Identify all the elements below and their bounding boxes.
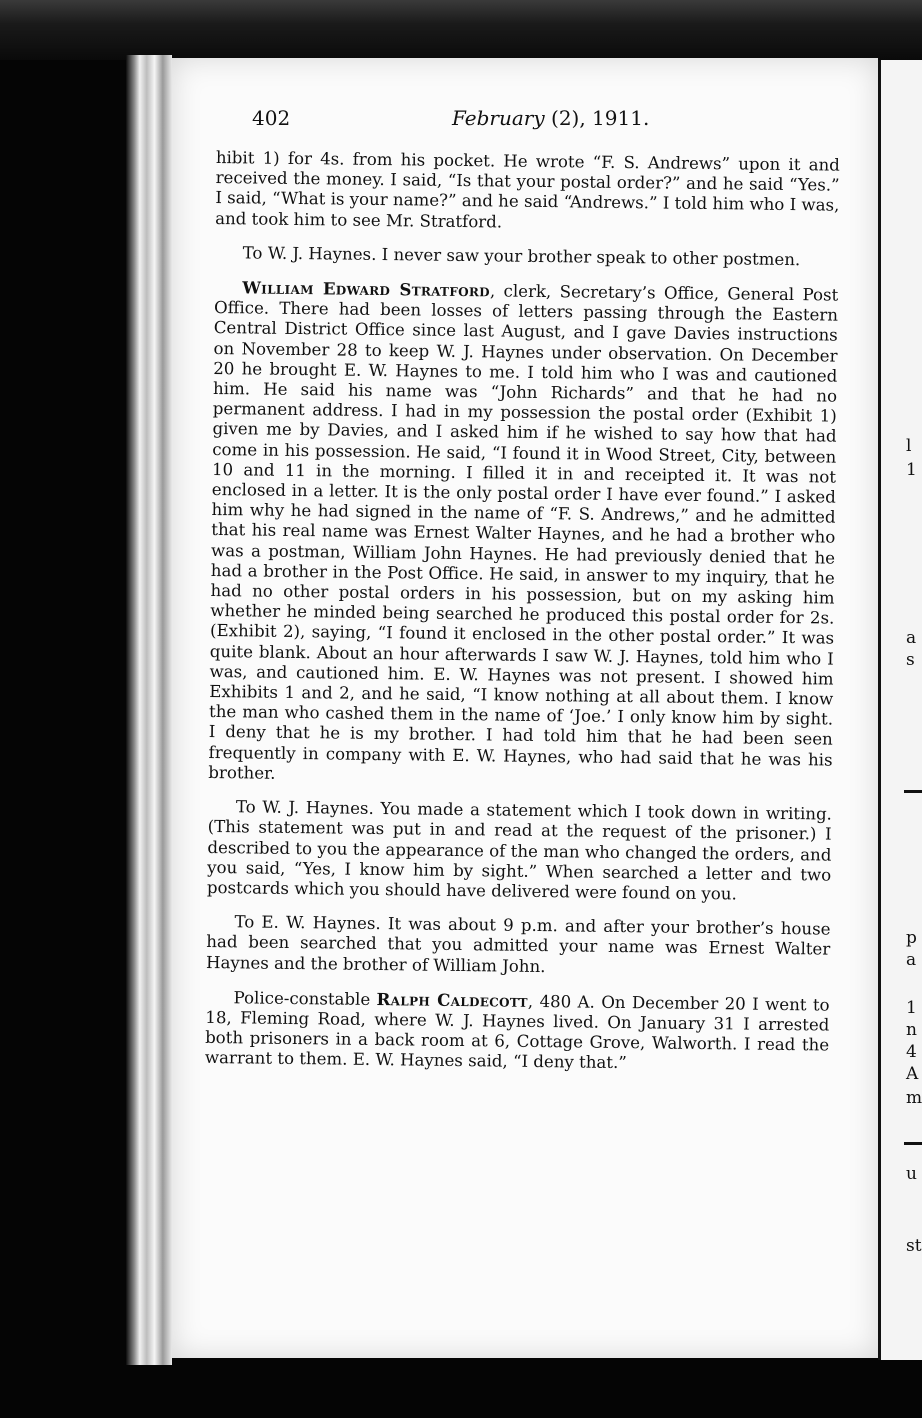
facing-page-fragment: 1 bbox=[906, 998, 917, 1018]
facing-page-rule bbox=[904, 790, 922, 793]
facing-page-fragment: a bbox=[906, 628, 917, 648]
scan-top-border bbox=[0, 0, 922, 60]
paragraph-text: To W. J. Haynes. I never saw your brother speak to other postmen. bbox=[242, 243, 801, 269]
facing-page-fragment: l bbox=[906, 436, 912, 456]
facing-page-fragment: st bbox=[906, 1236, 922, 1256]
facing-page-fragment: A bbox=[906, 1064, 919, 1084]
running-head-month: February bbox=[452, 106, 545, 130]
paragraph-text: , 480 A. On December 20 I went to 18, Fleming Road, where W. J. Haynes lived. On January 31 I arrested both prisoners in a back room at 6, Cottage Grove, Walworth. I read the warrant to them. E. W. Haynes said, “I deny that.” bbox=[204, 991, 830, 1073]
facing-page-fragment: p bbox=[906, 928, 917, 948]
facing-page-fragment: s bbox=[906, 650, 915, 670]
paragraph-witness-caldecott bbox=[205, 987, 830, 1076]
paragraph-text: To W. J. Haynes. You made a statement which I took down in writing. (This statement was put in and read at the request of the prisoner.) I described to you the appearance of the man who changed the orders, and you said, “Yes, I know him by sight.” When searched a letter and two postcards which you should have delivered were found on you. bbox=[206, 797, 833, 904]
paragraph bbox=[215, 148, 840, 236]
witness-title: Police-constable bbox=[233, 987, 377, 1009]
paragraph-witness-stratford bbox=[208, 277, 838, 791]
paragraph-text: To E. W. Haynes. It was about 9 p.m. and after your brother’s house had been searched that you admitted your name was Ernest Walter Haynes and the brother of William John. bbox=[205, 912, 831, 976]
paragraph-text: hibit 1) for 4s. from his pocket. He wrote “F. S. Andrews” upon it and received the money. I said, “Is that your postal order?” and he said “Yes.” I said, “What is your name?” and he said “Andrews.” I told him who I was, and took him to see Mr. Stratford. bbox=[215, 148, 840, 232]
facing-page-fragment: u bbox=[906, 1164, 917, 1184]
facing-page-fragment: n bbox=[906, 1020, 917, 1040]
paragraph bbox=[207, 797, 832, 906]
witness-name: William Edward Stratford bbox=[242, 277, 491, 301]
book-page bbox=[172, 58, 878, 1358]
facing-page-fragment: 4 bbox=[906, 1042, 917, 1062]
witness-name: Ralph Caldecott bbox=[376, 988, 528, 1011]
book-binding bbox=[126, 55, 172, 1365]
facing-page-rule bbox=[904, 1142, 922, 1145]
page-body bbox=[205, 148, 840, 1090]
running-head bbox=[452, 106, 649, 130]
page-number: 402 bbox=[252, 106, 291, 130]
paragraph bbox=[206, 912, 831, 980]
running-head-date: (2), 1911. bbox=[544, 106, 650, 130]
facing-page-fragment: a bbox=[906, 950, 917, 970]
facing-page-fragment: m bbox=[906, 1088, 922, 1108]
paragraph-text: , clerk, Secretary’s Office, General Post Office. There had been losses of letters passing through the Eastern Central District Office since last August, and I gave Davies instructions on November 28 to keep W. J. Haynes under observation. On December 20 he brought E. W. Haynes to me. I told him who I was and cautioned him. He said his name was “John Richards” and that he had no permanent address. I had in my possession the postal order (Exhibit 1) given me by Davies, and I asked him if he wished to say how that had come in his possession. He said, “I found it in Wood Street, City, between 10 and 11 in the morning. I filled it in and receipted it. It was not enclosed in a letter. It is the only postal order I have ever found.” I asked him why he had signed in the name of “F. S. Andrews,” and he admitted that his real name was Ernest Walter Haynes, and he had a brother who was a postman, William John Haynes. He had previously denied that he had a brother in the Post Office. He said, in answer to my inquiry, that he had no other postal orders in his possession, but on my asking him whether he minded being searched he produced this postal order for 2s. (Exhibit 2), saying, “I found it enclosed in the other postal order.” It was quite blank. About an hour afterwards I saw W. J. Haynes, told him who I was, and cautioned him. E. W. Haynes was not present. I showed him Exhibits 1 and 2, and he said, “I know nothing at all about them. I know the man who cashed them in the name of ‘Joe.’ I only know him by sight. I deny that he is my brother. I had told him that he had been seen frequently in company with E. W. Haynes, who had said that he was his brother. bbox=[208, 281, 839, 783]
paragraph bbox=[215, 243, 839, 271]
facing-page-fragment: 1 bbox=[906, 460, 917, 480]
page-header bbox=[252, 106, 852, 132]
